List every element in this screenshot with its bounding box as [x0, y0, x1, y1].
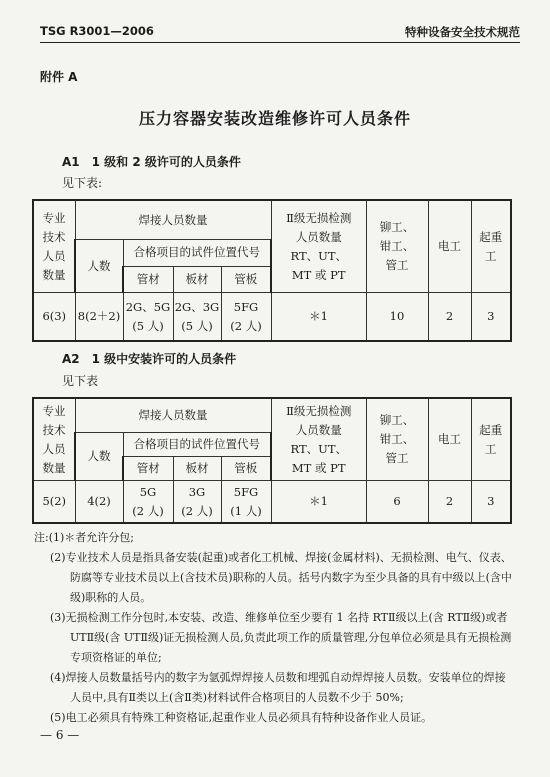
- header-category: 特种设备安全技术规范: [405, 25, 520, 39]
- standard-code: TSG R3001—2006: [40, 24, 154, 38]
- header-riveter: 铆工、 钳工、 管工: [366, 398, 428, 481]
- cell-tubesheet: 5FG (1 人): [221, 481, 271, 523]
- notes-block: [34, 528, 514, 728]
- cell-pipe: 2G、5G (5 人): [123, 293, 173, 341]
- cell-pipe: 5G (2 人): [123, 481, 173, 523]
- header-headcount: 人数: [75, 240, 123, 293]
- cell-electrician: 2: [428, 293, 471, 341]
- section-a1-intro: 见下表:: [62, 176, 103, 190]
- section-a2-intro: 见下表: [62, 374, 99, 388]
- header-tubesheet: 管板: [221, 266, 271, 292]
- page-header: [40, 22, 520, 43]
- page-number: — 6 —: [40, 728, 80, 742]
- cell-rigger: 3: [471, 481, 511, 523]
- header-rigger: 起重 工: [471, 398, 511, 481]
- header-plate: 板材: [173, 266, 221, 292]
- note-2: (2)专业技术人员是指具备安装(起重)或者化工机械、焊接(金属材料)、无损检测、电气、仪表、防腐等专业技术员以上(含技术员)职称的人员。括号内数字为至少具备的具有中级以上(含中级)职称的人员。: [50, 551, 512, 604]
- cell-plate: 3G (2 人): [173, 481, 221, 523]
- table-row: [33, 293, 511, 341]
- cell-prof: 5(2): [33, 481, 75, 523]
- cell-prof: 6(3): [33, 293, 75, 341]
- cell-ndt: ＊1: [271, 481, 366, 523]
- cell-ndt: ＊1: [271, 293, 366, 341]
- header-riveter: 铆工、 钳工、 管工: [366, 200, 428, 293]
- cell-plate: 2G、3G (5 人): [173, 293, 221, 341]
- cell-riveter: 6: [366, 481, 428, 523]
- table-a1: [32, 199, 512, 342]
- note-3: (3)无损检测工作分包时,本安装、改造、维修单位至少要有 1 名持 RTⅡ级以上(含 RTⅡ级)或者 UTⅡ级(含 UTⅡ级)证无损检测人员,负责此项工作的质量管理,分包单位必须是具有无损检测专项资格证的单位;: [50, 611, 512, 664]
- page-title: 压力容器安装改造维修许可人员条件: [138, 109, 411, 128]
- note-4: (4)焊接人员数量括号内的数字为氩弧焊焊接人员数和埋弧自动焊焊接人员数。安装单位的焊接人员中,具有Ⅱ类以上(含Ⅱ类)材料试件合格项目的人员数不少于 50%;: [50, 671, 506, 704]
- header-welders: 焊接人员数量: [75, 200, 271, 240]
- header-ndt: Ⅱ级无损检测 人员数量 RT、UT、 MT 或 PT: [271, 200, 366, 293]
- note-1: 注:(1)＊者允许分包;: [34, 531, 134, 544]
- annex-label: 附件 A: [40, 70, 78, 84]
- header-pipe: 管材: [123, 456, 173, 480]
- header-test-codes: 合格项目的试件位置代号: [123, 240, 271, 266]
- header-test-codes: 合格项目的试件位置代号: [123, 432, 271, 456]
- cell-count: 8(2＋2): [75, 293, 123, 341]
- header-rigger: 起重 工: [471, 200, 511, 293]
- header-ndt: Ⅱ级无损检测 人员数量 RT、UT、 MT 或 PT: [271, 398, 366, 481]
- section-a2-heading: A2 1 级中安装许可的人员条件: [62, 352, 237, 366]
- header-electrician: 电工: [428, 200, 471, 293]
- header-plate: 板材: [173, 456, 221, 480]
- header-tubesheet: 管板: [221, 456, 271, 480]
- header-electrician: 电工: [428, 398, 471, 481]
- table-a2: [32, 397, 512, 524]
- cell-electrician: 2: [428, 481, 471, 523]
- cell-riveter: 10: [366, 293, 428, 341]
- header-headcount: 人数: [75, 432, 123, 480]
- section-a1-heading: A1 1 级和 2 级许可的人员条件: [62, 155, 241, 169]
- header-prof-staff: 专业 技术 人员 数量: [33, 398, 75, 481]
- cell-rigger: 3: [471, 293, 511, 341]
- cell-tubesheet: 5FG (2 人): [221, 293, 271, 341]
- note-5: (5)电工必须具有特殊工种资格证,起重作业人员必须具有特种设备作业人员证。: [50, 711, 433, 724]
- header-welders: 焊接人员数量: [75, 398, 271, 432]
- table-row: [33, 481, 511, 523]
- cell-count: 4(2): [75, 481, 123, 523]
- header-pipe: 管材: [123, 266, 173, 292]
- header-prof-staff: 专业 技术 人员 数量: [33, 200, 75, 293]
